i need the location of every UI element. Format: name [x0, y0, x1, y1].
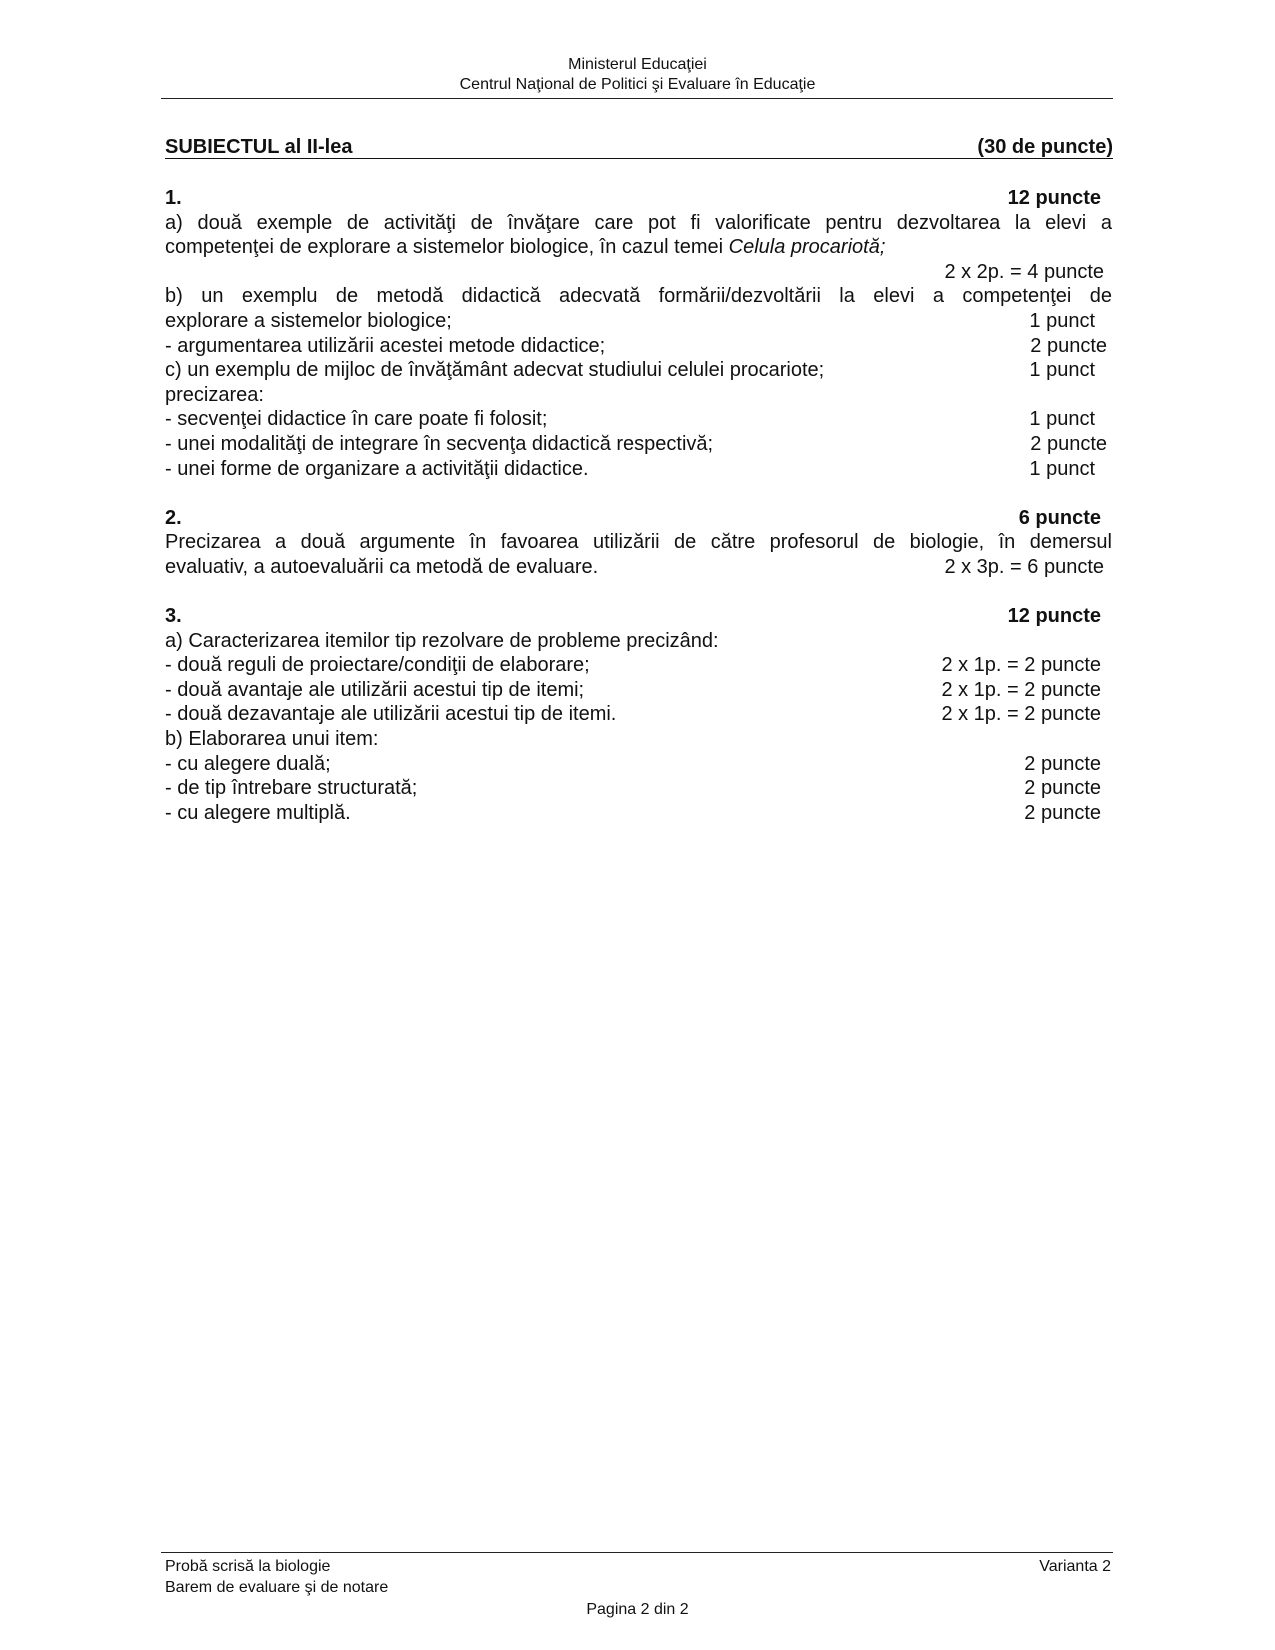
- q1-a-topic: Celula procariotă;: [728, 236, 886, 259]
- spacer: [165, 481, 1112, 506]
- q1-c-item1-points: 1 punct: [1029, 408, 1095, 431]
- subject-points: (30 de puncte): [977, 136, 1113, 158]
- q3-b-item2: - de tip întrebare structurată; 2 puncte: [165, 777, 1101, 800]
- q1-c-item1: - secvenţei didactice în care poate fi folosit; 1 punct: [165, 408, 1095, 431]
- header-ministry: Ministerul Educaţiei: [568, 56, 707, 73]
- q1-c-item3-points: 1 punct: [1029, 457, 1095, 480]
- q2-number: 2.: [165, 506, 182, 529]
- q3-a-item1: - două reguli de proiectare/condiţii de elaborare; 2 x 1p. = 2 puncte: [165, 654, 1101, 677]
- q2-line1: Precizarea a două argumente în favoarea utilizării de către profesorul de biologie, în demersul: [165, 531, 1112, 554]
- footer-page-number: Pagina 2 din 2: [586, 1601, 689, 1618]
- q3-a-item3: - două dezavantaje ale utilizării acestui tip de itemi. 2 x 1p. = 2 puncte: [165, 703, 1101, 726]
- q3-a-line: a) Caracterizarea itemilor tip rezolvare de probleme precizând:: [165, 629, 719, 652]
- q1-a-points-row: [165, 260, 1112, 285]
- q3-points: 12 puncte: [1007, 605, 1101, 628]
- q1-a-line1: a) două exemple de activităţi de învăţare care pot fi valorificate pentru dezvoltarea la elevi a: [165, 211, 1112, 234]
- q2-heading: [165, 506, 1112, 531]
- q1-c-points: 1 punct: [1029, 359, 1095, 382]
- subject-title: SUBIECTUL al II-lea: [165, 136, 353, 158]
- q1-c-prec: precizarea:: [165, 383, 264, 406]
- q3-heading: [165, 604, 1112, 629]
- q1-c-item2: - unei modalităţi de integrare în secvenţa didactică respectivă; 2 puncte: [165, 432, 1107, 455]
- q1-c-item2-points: 2 puncte: [1030, 432, 1107, 455]
- q2-line2-points: 2 x 3p. = 6 puncte: [944, 555, 1104, 578]
- spacer: [165, 580, 1112, 605]
- q3-b-item2-points: 2 puncte: [1024, 777, 1101, 800]
- q3-a-item2: - două avantaje ale utilizării acestui tip de itemi; 2 x 1p. = 2 puncte: [165, 678, 1101, 701]
- q1-a-points: 2 x 2p. = 4 puncte: [944, 260, 1104, 283]
- q1-b-arg-points: 2 puncte: [1030, 334, 1107, 357]
- footer-doc-type: Barem de evaluare şi de notare: [165, 1579, 389, 1596]
- footer-exam-name: Probă scrisă la biologie: [165, 1558, 331, 1575]
- q2-line2: evaluativ, a autoevaluării ca metodă de evaluare. 2 x 3p. = 6 puncte: [165, 555, 1104, 578]
- q3-b-item3-points: 2 puncte: [1024, 801, 1101, 824]
- q1-b-line1: b) un exemplu de metodă didactică adecvată formării/dezvoltării la elevi a competenţei de: [165, 285, 1112, 308]
- q1-b-points: 1 punct: [1029, 309, 1095, 332]
- q1-c-line: c) un exemplu de mijloc de învăţământ adecvat studiului celulei procariote; 1 punct: [165, 359, 1095, 382]
- q1-b-arg: - argumentarea utilizării acestei metode didactice; 2 puncte: [165, 334, 1107, 357]
- q1-a-line2: competenţei de explorare a sistemelor biologice, în cazul temei Celula procariotă;: [165, 236, 886, 259]
- q3-a-item1-points: 2 x 1p. = 2 puncte: [941, 654, 1101, 677]
- q1-number: 1.: [165, 187, 182, 209]
- q3-b-item3: - cu alegere multiplă. 2 puncte: [165, 801, 1101, 824]
- q1-heading: [165, 186, 1112, 211]
- q3-a-item3-points: 2 x 1p. = 2 puncte: [941, 703, 1101, 726]
- header-center: Centrul Naţional de Politici şi Evaluare în Educaţie: [459, 76, 816, 93]
- q3-a-item2-points: 2 x 1p. = 2 puncte: [941, 678, 1101, 701]
- q2-points: 6 puncte: [1018, 506, 1101, 529]
- q3-b-item1-points: 2 puncte: [1024, 752, 1101, 775]
- subject-heading: [165, 136, 1113, 159]
- q1-points: 12 puncte: [1007, 187, 1101, 209]
- grading-content: [165, 186, 1112, 825]
- q3-number: 3.: [165, 605, 182, 628]
- q3-b-line: b) Elaborarea unui item:: [165, 728, 379, 751]
- footer-variant: Varianta 2: [1039, 1558, 1111, 1575]
- q1-b-line2: explorare a sistemelor biologice; 1 punct: [165, 309, 1095, 332]
- footer-divider: [161, 1552, 1113, 1553]
- q3-b-item1: - cu alegere duală; 2 puncte: [165, 752, 1101, 775]
- q1-c-item3: - unei forme de organizare a activităţii didactice. 1 punct: [165, 457, 1095, 480]
- header-divider: [161, 98, 1113, 99]
